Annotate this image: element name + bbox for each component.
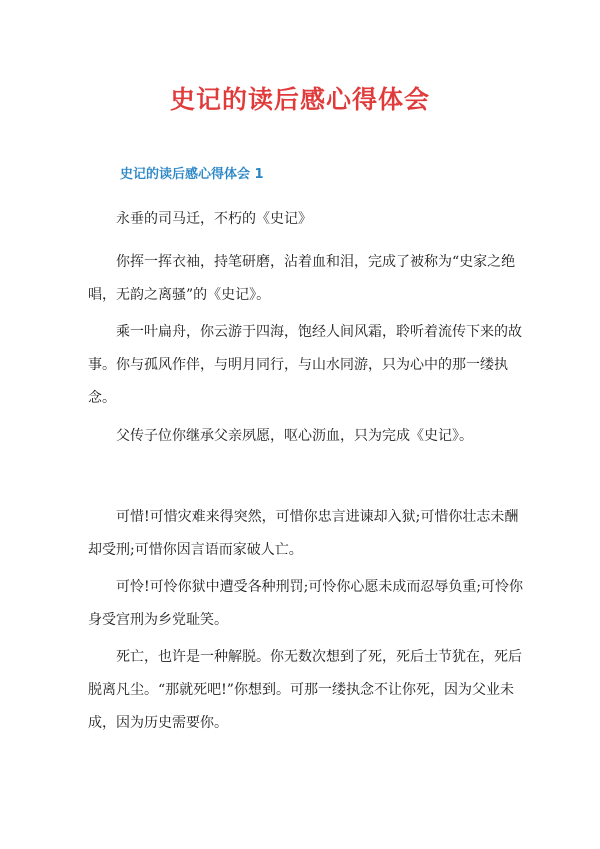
paragraph-2: 你挥一挥衣袖，持笔研磨，沾着血和泪，完成了被称为“史家之绝唱，无韵之离骚”的《史记》。 xyxy=(88,254,516,303)
paragraph-4: 父传子位你继承父亲夙愿，呕心沥血，只为完成《史记》。 xyxy=(116,428,473,444)
paragraph-6: 可怜!可怜你狱中遭受各种刑罚;可怜你心愿未成而忍辱负重;可怜你身受宫刑为乡党耻笑。 xyxy=(88,579,524,628)
paragraph-5: 可惜!可惜灾难来得突然，可惜你忠言进谏却入狱;可惜你壮志未酬却受刑;可惜你因言语而家破人亡。 xyxy=(88,509,519,558)
paragraph-3: 乘一叶扁舟，你云游于四海，饱经人间风霜，聆听着流传下来的故事。你与孤风作伴，与明月同行，与山水同游，只为心中的那一缕执念。 xyxy=(88,324,522,406)
document-title: 史记的读后感心得体会 xyxy=(169,85,430,114)
paragraph-1: 永垂的司马迁，不朽的《史记》 xyxy=(116,211,312,227)
section-heading: 史记的读后感心得体会 1 xyxy=(120,167,264,182)
paragraph-7: 死亡，也许是一种解脱。你无数次想到了死，死后士节犹在，死后脱离凡尘。“那就死吧!”你想到。可那一缕执念不让你死，因为父业未成，因为历史需要你。 xyxy=(88,649,522,731)
